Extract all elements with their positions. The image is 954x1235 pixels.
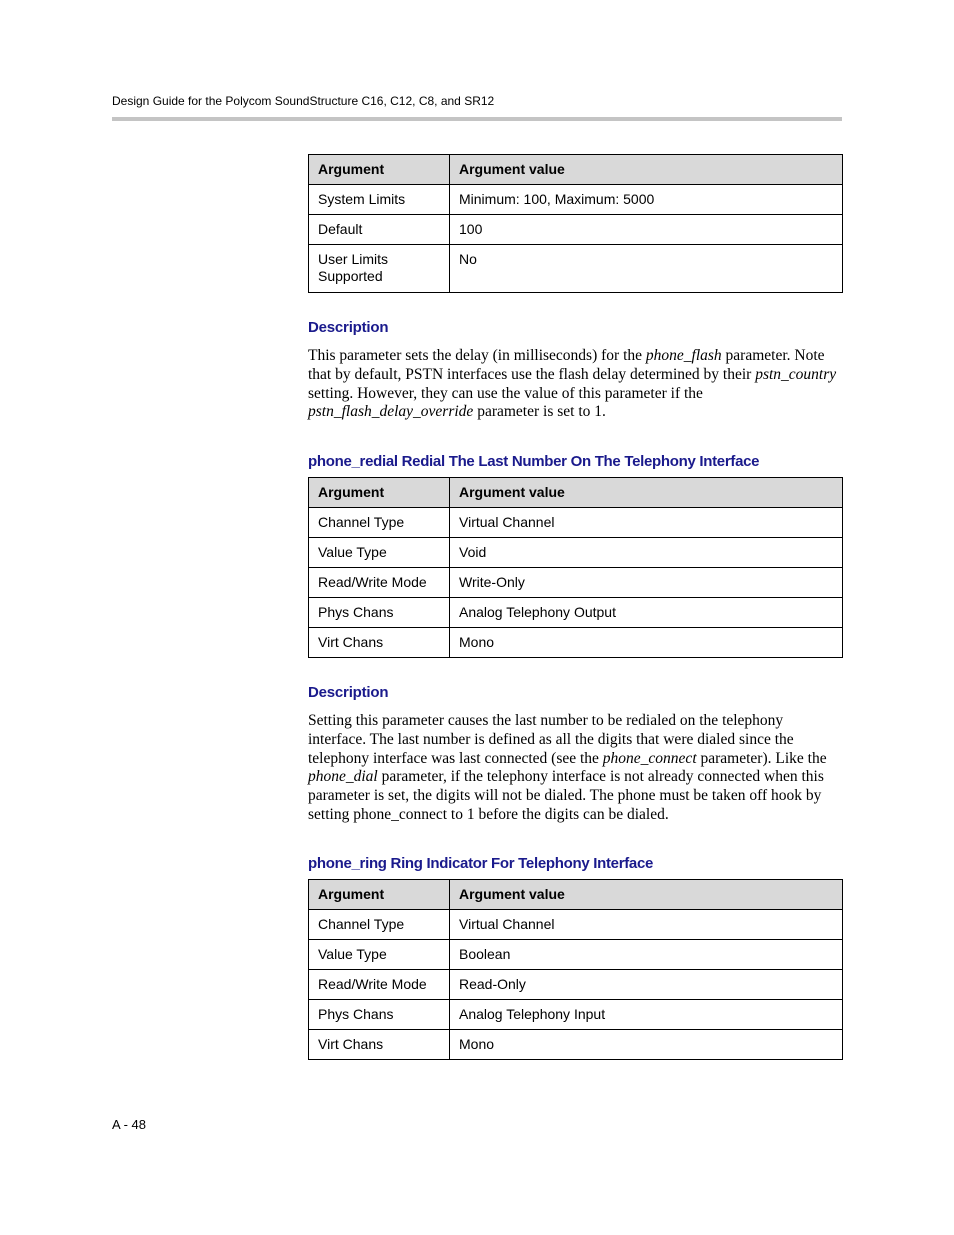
- value-cell: Analog Telephony Input: [450, 1000, 843, 1030]
- table-row: [309, 598, 843, 628]
- argument-cell: User Limits Supported: [309, 245, 450, 293]
- value-cell: Void: [450, 538, 843, 568]
- text-segment: This parameter sets the delay (in milliseconds) for the: [308, 347, 646, 364]
- value-cell: Virtual Channel: [450, 508, 843, 538]
- table-row: [309, 568, 843, 598]
- table-row: [309, 245, 843, 293]
- page-number: A - 48: [112, 1117, 146, 1132]
- value-cell: Mono: [450, 1030, 843, 1060]
- argument-cell: Read/Write Mode: [309, 970, 450, 1000]
- argument-cell: Phys Chans: [309, 1000, 450, 1030]
- table-row: [309, 910, 843, 940]
- column-header-argument-value: Argument value: [450, 155, 843, 185]
- description-paragraph: [308, 347, 844, 422]
- column-header-argument-value: Argument value: [450, 880, 843, 910]
- argument-cell: Virt Chans: [309, 628, 450, 658]
- argument-cell: Read/Write Mode: [309, 568, 450, 598]
- argument-cell: Channel Type: [309, 508, 450, 538]
- running-header: Design Guide for the Polycom SoundStructure C16, C12, C8, and SR12: [112, 94, 495, 108]
- section-title-phone-ring: phone_ring Ring Indicator For Telephony Interface: [308, 855, 654, 872]
- parameter-name: pstn_flash_delay_override: [308, 403, 474, 421]
- table-row: [309, 215, 843, 245]
- table-row: [309, 185, 843, 215]
- description-paragraph: [308, 712, 844, 825]
- header-rule: [112, 117, 842, 121]
- table-row: [309, 508, 843, 538]
- table-row: [309, 940, 843, 970]
- text-segment: parameter is set to 1.: [473, 403, 606, 421]
- section-title-phone-redial: phone_redial Redial The Last Number On The Telephony Interface: [308, 453, 760, 470]
- value-cell: Minimum: 100, Maximum: 5000: [450, 185, 843, 215]
- value-cell: No: [450, 245, 843, 293]
- argument-cell: Virt Chans: [309, 1030, 450, 1060]
- text-segment: Setting this parameter causes the last number to be redialed on the telephony interface. The last number is defined as all the digits that were dialed since the telephony interface was last connected (see the: [308, 712, 794, 767]
- parameter-name: pstn_country: [755, 365, 837, 383]
- column-header-argument-value: Argument value: [450, 478, 843, 508]
- argument-cell: System Limits: [309, 185, 450, 215]
- text-segment: parameter, if the telephony interface is not already connected when this parameter is set, the digits will not be dialed. The phone must be taken off hook by setting phone_connect to 1 before the digits can be dialed.: [308, 768, 824, 823]
- parameter-name: phone_flash: [645, 347, 722, 364]
- parameter-name: phone_connect: [602, 749, 697, 767]
- value-cell: Virtual Channel: [450, 910, 843, 940]
- table-row: [309, 628, 843, 658]
- table-header-row: [309, 478, 843, 508]
- argument-cell: Phys Chans: [309, 598, 450, 628]
- value-cell: Mono: [450, 628, 843, 658]
- argument-cell: Value Type: [309, 538, 450, 568]
- column-header-argument: Argument: [309, 478, 450, 508]
- argument-table-2: [308, 477, 843, 658]
- value-cell: Read-Only: [450, 970, 843, 1000]
- argument-table-1: [308, 154, 843, 293]
- argument-cell: Default: [309, 215, 450, 245]
- column-header-argument: Argument: [309, 880, 450, 910]
- parameter-name: phone_dial: [308, 768, 378, 786]
- description-heading: Description: [308, 319, 389, 336]
- table-row: [309, 970, 843, 1000]
- description-heading: Description: [308, 684, 389, 701]
- column-header-argument: Argument: [309, 155, 450, 185]
- table-row: [309, 1000, 843, 1030]
- text-segment: parameter. Note that by default, PSTN interfaces use the flash delay determined by their: [308, 347, 825, 383]
- argument-cell: Value Type: [309, 940, 450, 970]
- value-cell: Analog Telephony Output: [450, 598, 843, 628]
- text-segment: setting. However, they can use the value of this parameter if the: [308, 384, 703, 402]
- argument-table-3: [308, 879, 843, 1060]
- table-header-row: [309, 880, 843, 910]
- table-row: [309, 538, 843, 568]
- value-cell: 100: [450, 215, 843, 245]
- value-cell: Write-Only: [450, 568, 843, 598]
- value-cell: Boolean: [450, 940, 843, 970]
- table-header-row: [309, 155, 843, 185]
- text-segment: parameter). Like the: [696, 749, 827, 767]
- table-row: [309, 1030, 843, 1060]
- argument-cell: Channel Type: [309, 910, 450, 940]
